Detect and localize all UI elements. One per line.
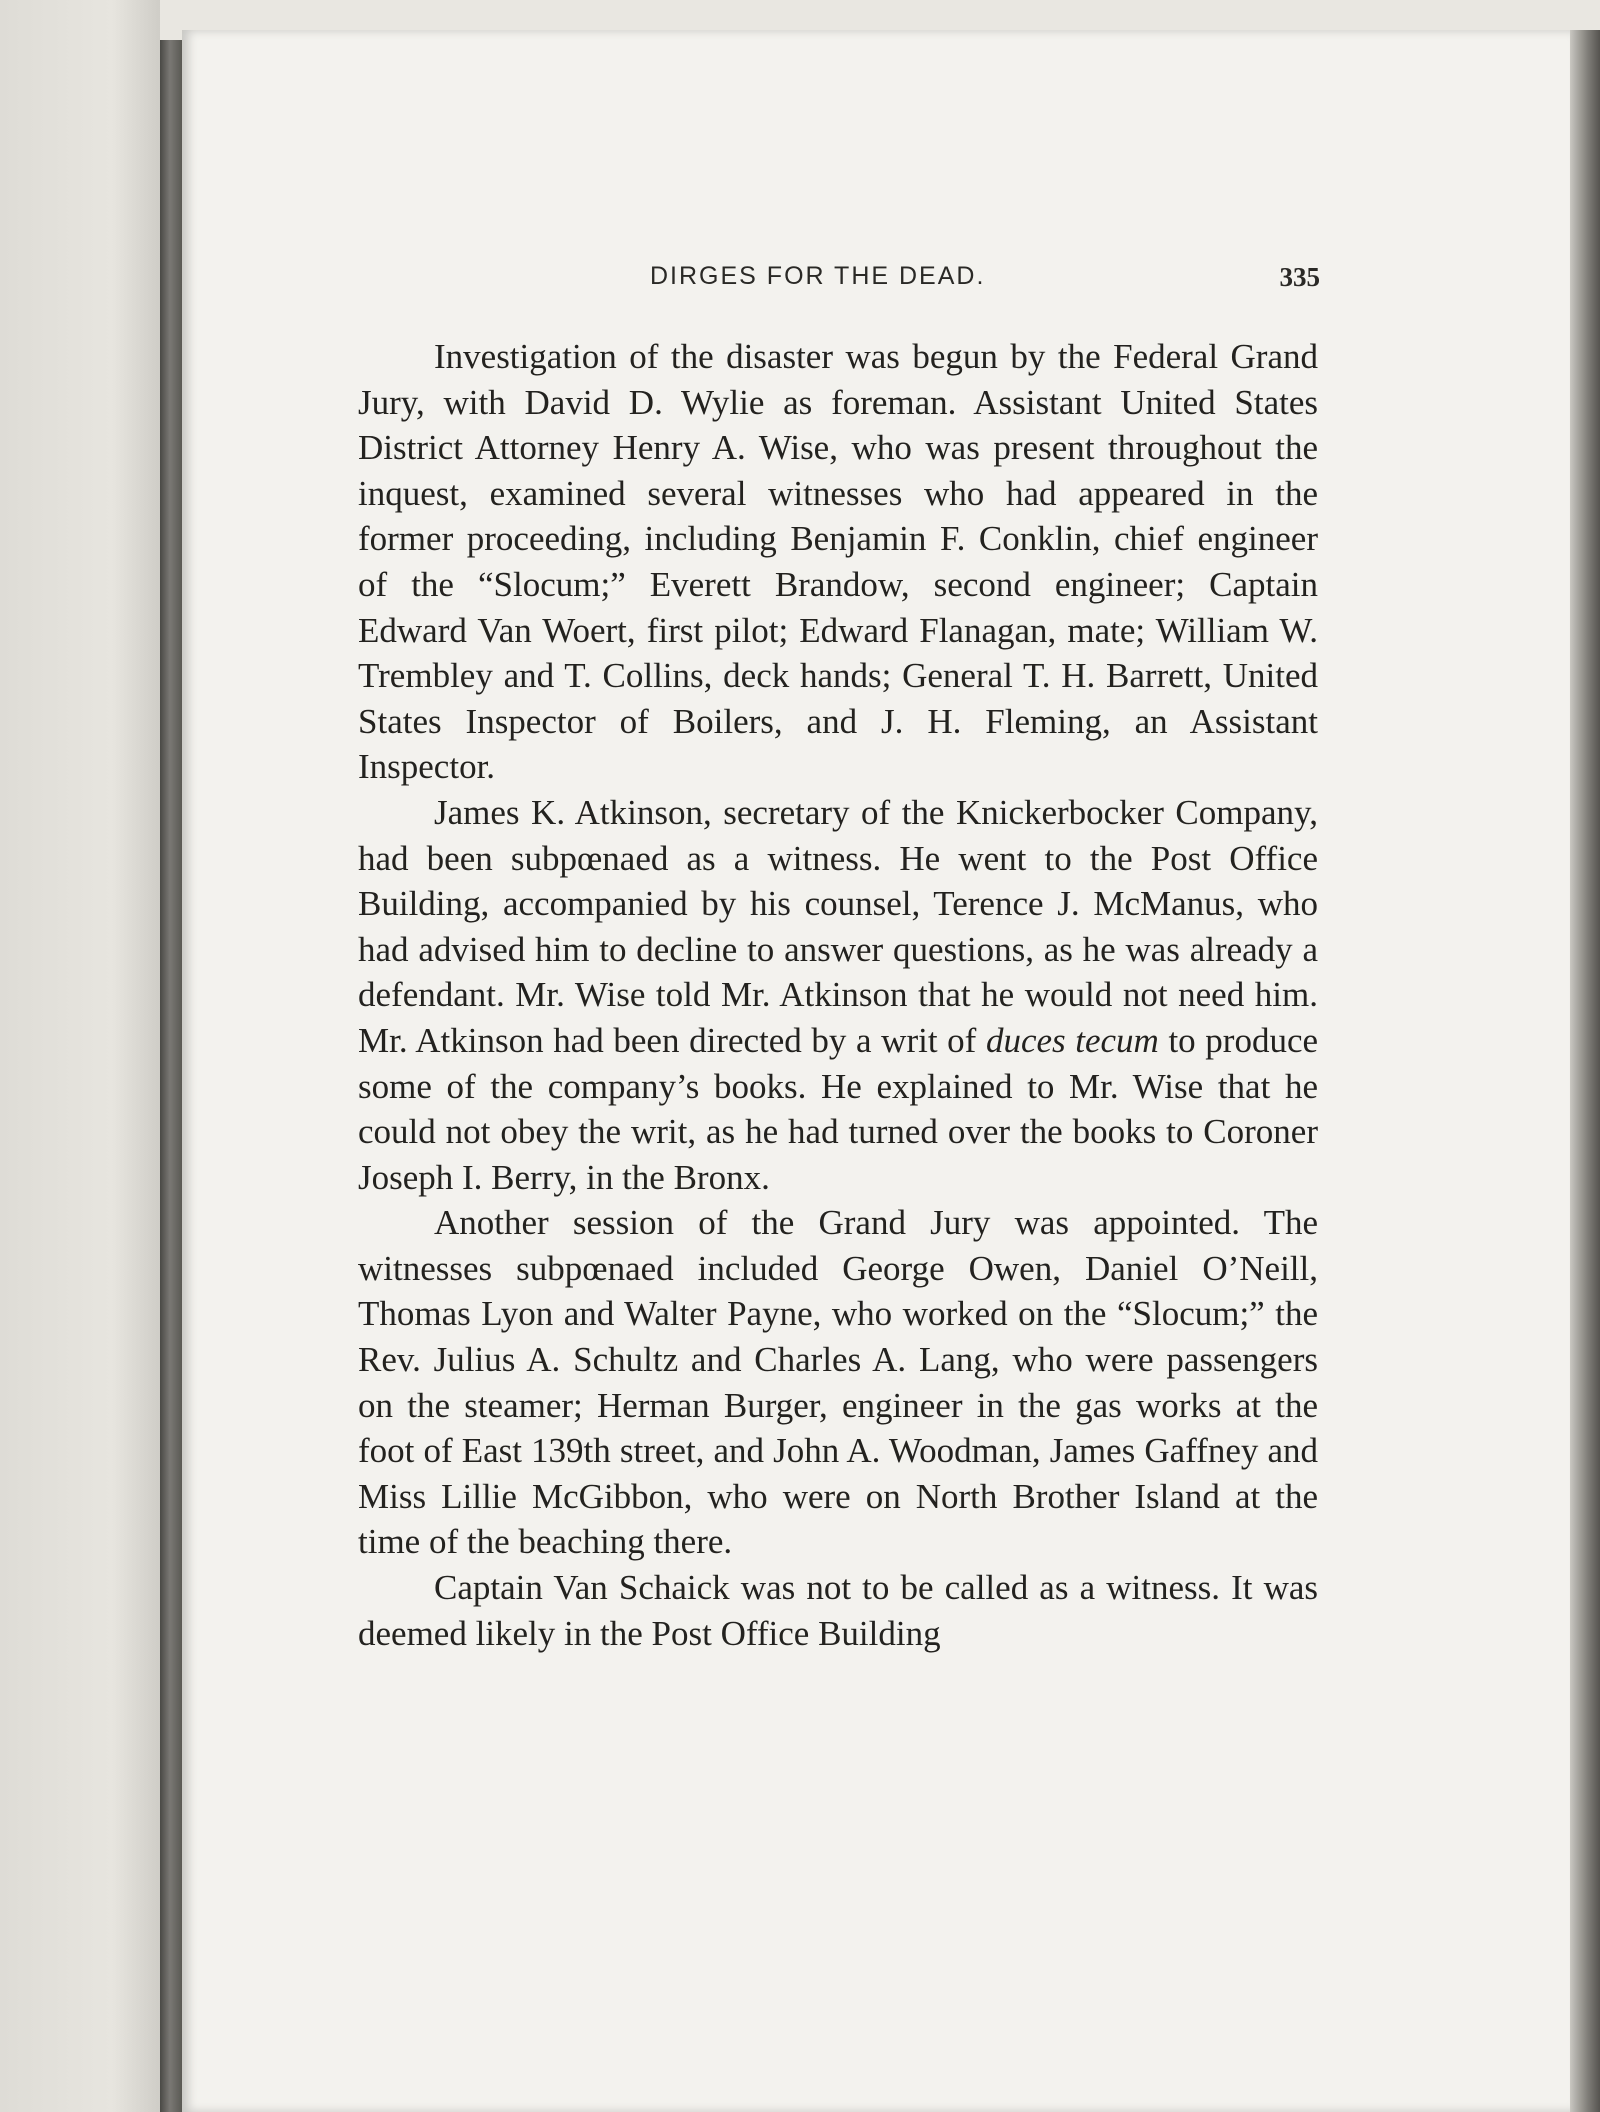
body-text xyxy=(358,334,1318,1656)
page-number: 335 xyxy=(1279,262,1320,292)
paragraph-1: Investigation of the disaster was begun by the Federal Grand Jury, with David D. Wylie as foreman. Assistant United States District Attorney Henry A. Wise, who was present throughout the inquest, examined several witnesses who had appeared in the former proceeding, including Benjamin F. Conklin, chief engineer of the “Slocum;” Everett Brandow, second engineer; Captain Edward Van Woert, first pilot; Edward Flanagan, mate; William W. Trembley and T. Collins, deck hands; General T. H. Barrett, United States Inspector of Boilers, and J. H. Fleming, an Assistant Inspector. xyxy=(358,337,1318,787)
paragraph-2-italic-phrase: duces tecum xyxy=(985,1020,1159,1060)
left-page-edge xyxy=(0,0,160,2112)
paragraph-2-text-after: to produce some of the company’s books. He explained to Mr. Wise that he could not obey the writ, as he had turned over the books to Coroner Joseph I. Berry, in the Bronx. xyxy=(358,1020,1319,1197)
right-page-edge xyxy=(1570,30,1600,2112)
running-head-title: DIRGES FOR THE DEAD. xyxy=(650,262,986,290)
running-head xyxy=(360,262,1320,302)
book-spine-gutter xyxy=(160,40,182,2112)
paragraph-2-text-before: James K. Atkinson, secretary of the Knickerbocker Company, had been subpœnaed as a witness. He went to the Post Office Building, accompanied by his counsel, Terence J. McManus, who had advised him to decline to answer questions, as he was already a defendant. Mr. Wise told Mr. Atkinson that he would not need him. Mr. Atkinson had been directed by a writ of xyxy=(358,792,1318,1060)
paragraph-2 xyxy=(358,790,1318,1200)
paragraph-4: Captain Van Schaick was not to be called as a witness. It was deemed likely in the Post Office Building xyxy=(358,1568,1318,1653)
paragraph-3: Another session of the Grand Jury was appointed. The witnesses subpœnaed included George Owen, Daniel O’Neill, Thomas Lyon and Walter Payne, who worked on the “Slocum;” the Rev. Julius A. Schultz and Charles A. Lang, who were passengers on the steamer; Herman Burger, engineer in the gas works at the foot of East 139th street, and John A. Woodman, James Gaffney and Miss Lillie McGibbon, who were on North Brother Island at the time of the beaching there. xyxy=(358,1203,1318,1562)
